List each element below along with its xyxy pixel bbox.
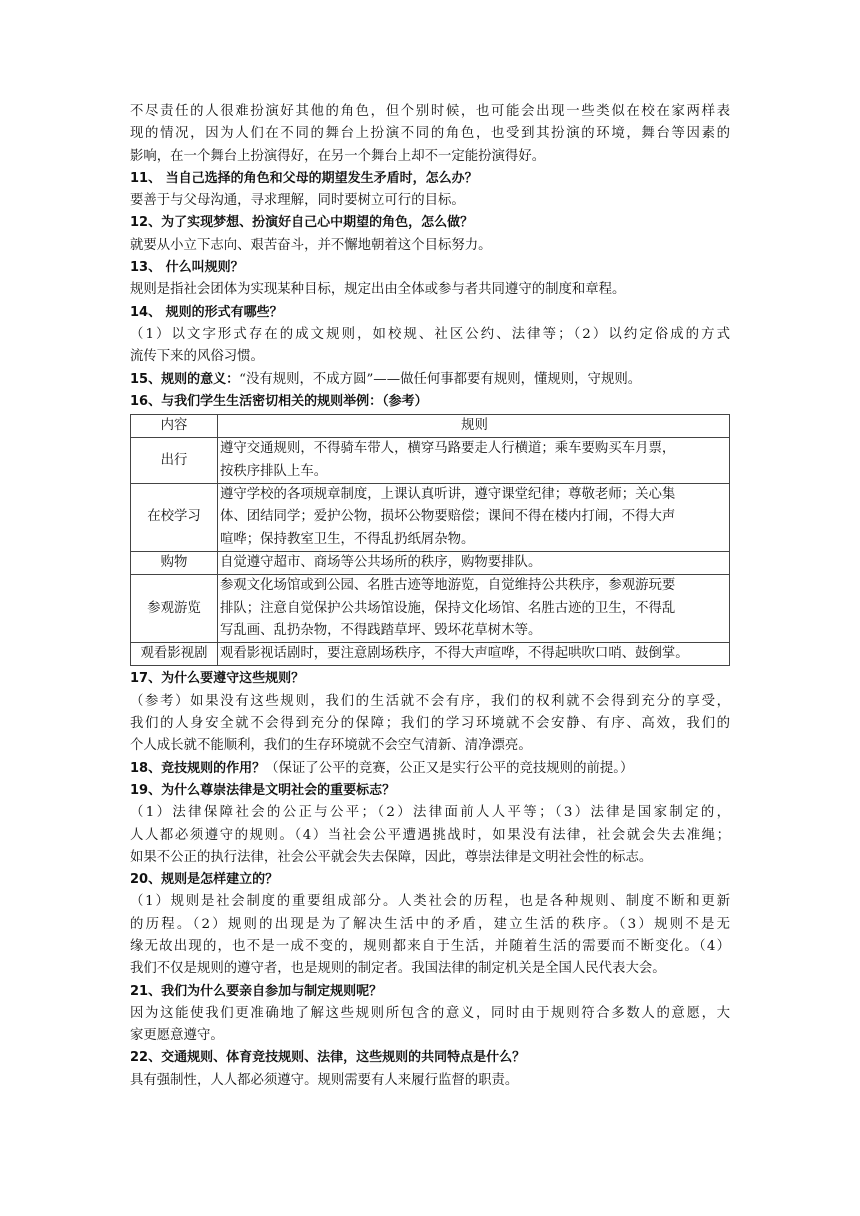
question-16: 16、与我们学生生活密切相关的规则举例：（参考） — [130, 393, 428, 409]
question-14: 14、 规则的形式有哪些？ — [130, 304, 283, 320]
table-row — [131, 484, 730, 552]
answer-20-line: 缘无故出现的，也不是一成不变的，规则都来自于生活，并随着生活的需要而不断变化。（4） — [130, 938, 730, 954]
table-row — [131, 575, 730, 643]
header-rule: 规则 — [218, 415, 730, 438]
answer-14-line: （1）以文字形式存在的成文规则，如校规、社区公约、法律等；（2）以约定俗成的方式 — [130, 326, 730, 342]
rule-line: 自觉遵守超市、商场等公共场所的秩序，购物要排队。 — [220, 554, 542, 570]
item-15 — [130, 369, 730, 391]
question-22: 22、交通规则、体育竞技规则、法律，这些规则的共同特点是什么？ — [130, 1050, 526, 1066]
row-rule — [218, 438, 730, 484]
row-category: 购物 — [131, 551, 218, 574]
question-19: 19、为什么尊崇法律是文明社会的重要标志？ — [130, 782, 396, 798]
row-rule — [218, 484, 730, 552]
rules-table — [130, 414, 730, 666]
answer-22: 具有强制性，人人都必须遵守。规则需要有人来履行监督的职责。 — [130, 1072, 519, 1088]
answer-19-line: （1）法律保障社会的公正与公平；（2）法律面前人人平等；（3）法律是国家制定的， — [130, 805, 730, 821]
row-rule — [218, 643, 730, 666]
question-20: 20、规则是怎样建立的？ — [130, 872, 279, 888]
document-page — [130, 101, 730, 1092]
row-category: 在校学习 — [131, 484, 218, 552]
text-line: 现的情况，因为人们在不同的舞台上扮演不同的角色，也受到其扮演的环境，舞台等因素的 — [130, 126, 730, 142]
rule-line: 按秩序排队上车。 — [220, 463, 328, 479]
rule-line: 体、团结同学；爱护公物，损坏公物要赔偿；课间不得在楼内打闹，不得大声 — [220, 509, 676, 525]
answer-21-line: 因为这能使我们更准确地了解这些规则所包含的意义，同时由于规则符合多数人的意愿，大 — [130, 1005, 730, 1021]
answer-21-line: 家更愿意遵守。 — [130, 1028, 224, 1044]
answer-19-line: 人人都必须遵守的规则。（4）当社会公平遭遇挑战时，如果没有法律，社会就会失去准绳； — [130, 827, 730, 843]
table-row — [131, 551, 730, 574]
row-category: 出行 — [131, 438, 218, 484]
question-17: 17、为什么要遵守这些规则？ — [130, 671, 305, 687]
answer-12: 就要从小立下志向、艰苦奋斗，并不懈地朝着这个目标努力。 — [130, 237, 492, 253]
rule-line: 排队；注意自觉保护公共场馆设施，保持文化场馆、名胜古迹的卫生，不得乱 — [220, 600, 676, 616]
answer-19-line: 如果不公正的执行法律，社会公平就会失去保障，因此，尊崇法律是文明社会性的标志。 — [130, 849, 653, 865]
table-row — [131, 438, 730, 484]
question-18: 18、竞技规则的作用？ — [130, 760, 266, 776]
answer-17-line: 我们的人身安全就不会得到充分的保障；我们的学习环境就不会安静、有序、高效，我们的 — [130, 716, 730, 732]
answer-17-line: 个人成长就不能顺利，我们的生存环境就不会空气清新、清净漂亮。 — [130, 738, 532, 754]
table-header-row — [131, 415, 730, 438]
rule-line: 喧哗；保持教室卫生，不得乱扔纸屑杂物。 — [220, 531, 475, 547]
answer-13: 规则是指社会团体为实现某种目标，规定出由全体或参与者共同遵守的制度和章程。 — [130, 282, 626, 298]
answer-15: “没有规则，不成方圆”——做任何事都要有规则，懂规则，守规则。 — [239, 371, 642, 387]
answer-20-line: 我们不仅是规则的遵守者，也是规则的制定者。我国法律的制定机关是全国人民代表大会。 — [130, 961, 666, 977]
answer-20-line: （1）规则是社会制度的重要组成部分。人类社会的历程，也是各种规则、制度不断和更新 — [130, 894, 730, 910]
table-row — [131, 643, 730, 666]
rule-line: 遵守学校的各项规章制度，上课认真听讲，遵守课堂纪律；尊敬老师；关心集 — [220, 487, 676, 503]
rule-line: 写乱画、乱扔杂物，不得践踏草坪、毁坏花草树木等。 — [220, 622, 542, 638]
answer-18: （保证了公平的竞赛，公正又是实行公平的竞技规则的前提。） — [265, 760, 634, 776]
row-rule — [218, 551, 730, 574]
question-13: 13、 什么叫规则？ — [130, 260, 244, 276]
row-rule — [218, 575, 730, 643]
text-line: 不尽责任的人很难扮演好其他的角色，但个别时候，也可能会出现一些类似在校在家两样表 — [130, 104, 730, 119]
question-11: 11、 当自己选择的角色和父母的期望发生矛盾时，怎么办？ — [130, 170, 478, 186]
header-content: 内容 — [131, 415, 218, 438]
answer-11: 要善于与父母沟通，寻求理解，同时要树立可行的目标。 — [130, 193, 465, 209]
question-12: 12、为了实现梦想、扮演好自己心中期望的角色，怎么做？ — [130, 215, 474, 231]
rule-line: 参观文化场馆或到公园、名胜古迹等地游览，自觉维持公共秩序，参观游玩要 — [220, 578, 676, 594]
intro-paragraph — [130, 101, 730, 168]
answer-17-line: （参考）如果没有这些规则，我们的生活就不会有序，我们的权利就不会得到充分的享受， — [130, 693, 730, 709]
answer-20-line: 的历程。（2）规则的出现是为了解决生活中的矛盾，建立生活的秩序。（3）规则不是无 — [130, 916, 730, 932]
question-15: 15、规则的意义： — [130, 371, 240, 387]
row-category: 观看影视剧 — [131, 643, 218, 666]
item-18 — [130, 758, 730, 780]
answer-14-line: 流传下来的风俗习惯。 — [130, 349, 264, 365]
rule-line: 观看影视话剧时，要注意剧场秩序，不得大声喧哗，不得起哄吹口哨、鼓倒掌。 — [220, 646, 689, 662]
text-line: 影响，在一个舞台上扮演得好，在另一个舞台上却不一定能扮演得好。 — [130, 148, 546, 164]
row-category: 参观游览 — [131, 575, 218, 643]
rule-line: 遵守交通规则，不得骑车带人，横穿马路要走人行横道；乘车要购买车月票， — [220, 441, 676, 457]
question-21: 21、我们为什么要亲自参加与制定规则呢？ — [130, 983, 383, 999]
